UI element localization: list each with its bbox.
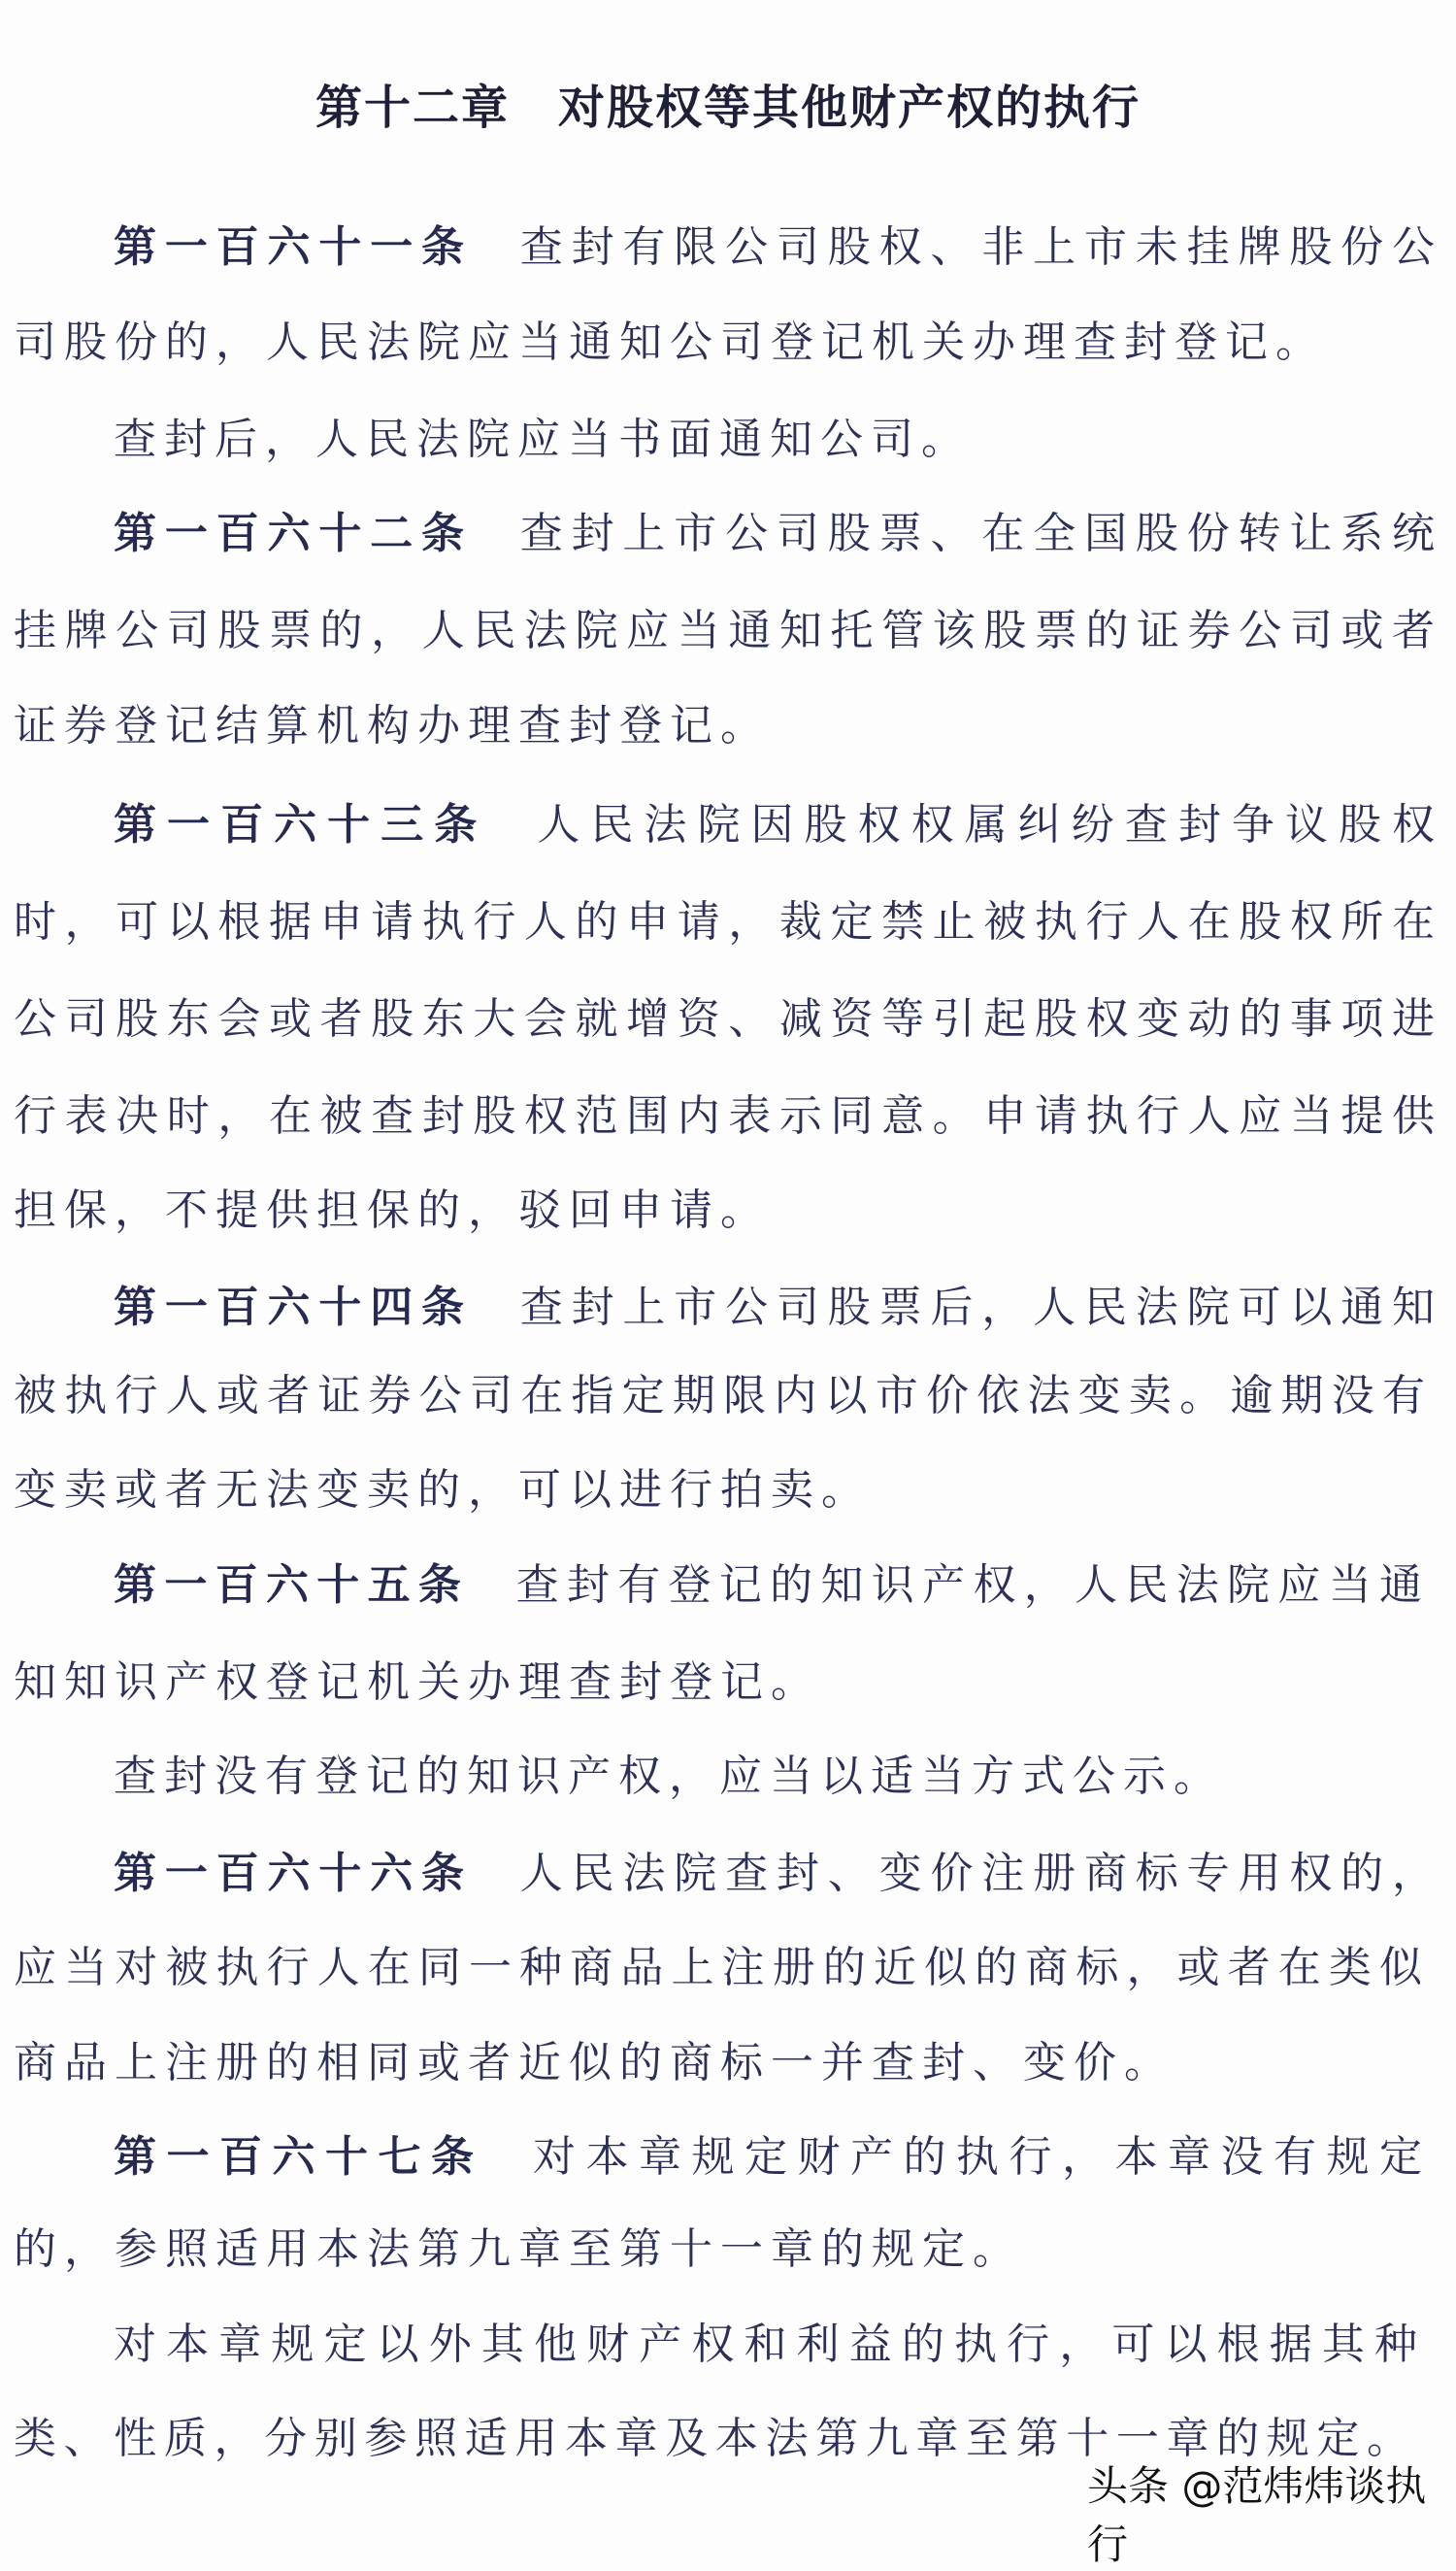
article-163-line [114,796,1435,854]
article-heading: 第一百六十六条 [114,1849,473,1898]
article-165-line [114,1556,1422,1615]
article-heading: 第一百六十五条 [114,1560,470,1610]
article-text: 查封上市公司股票后，人民法院可以通知 [511,1283,1436,1332]
article-161-line: 司股份的，人民法院应当通知公司登记机关办理查封登记。 [14,317,1326,367]
chapter-number: 第十二章 [314,81,510,135]
article-heading: 第一百六十二条 [114,509,473,558]
article-164-line: 变卖或者无法变卖的，可以进行拍卖。 [14,1465,872,1515]
article-161-line [114,218,1435,277]
chapter-name: 对股权等其他财产权的执行 [558,81,1142,135]
article-text: 查封有登记的知识产权，人民法院应当通 [508,1560,1423,1610]
chapter-title [0,70,1456,137]
article-166-line: 应当对被执行人在同一种商品上注册的近似的商标，或者在类似 [14,1943,1422,1992]
article-164-line [114,1279,1435,1337]
article-heading: 第一百六十四条 [114,1283,473,1332]
article-text: 人民法院因股权权属纠纷查封争议股权 [526,800,1436,850]
article-167-line: 的，参照适用本法第九章至第十一章的规定。 [14,2224,1023,2274]
article-166-line: 商品上注册的相同或者近似的商标一并查封、变价。 [14,2038,1175,2087]
article-heading: 第一百六十一条 [114,222,473,272]
article-text: 对本章规定财产的执行，本章没有规定 [522,2132,1422,2182]
article-162-line: 挂牌公司股票的，人民法院应当通知托管该股票的证券公司或者 [14,606,1435,655]
article-text: 人民法院查封、变价注册商标专用权的， [511,1849,1436,1898]
article-text: 查封上市公司股票、在全国股份转让系统 [511,509,1436,558]
article-162-line: 证券登记结算机构办理查封登记。 [14,701,771,751]
article-165-paragraph: 查封没有登记的知识产权，应当以适当方式公示。 [114,1752,1224,1801]
article-163-line: 时，可以根据申请执行人的申请，裁定禁止被执行人在股权所在 [14,897,1435,947]
article-heading: 第一百六十七条 [114,2132,484,2182]
article-heading: 第一百六十三条 [114,800,488,850]
article-167-paragraph: 类、性质，分别参照适用本章及本法第九章至第十一章的规定。 [14,2414,1409,2463]
article-167-paragraph: 对本章规定以外其他财产权和利益的执行，可以根据其种 [114,2320,1417,2369]
article-163-line: 担保，不提供担保的，驳回申请。 [14,1185,771,1235]
article-165-line: 知知识产权登记机关办理查封登记。 [14,1657,821,1707]
article-161-paragraph: 查封后，人民法院应当书面通知公司。 [114,415,972,464]
article-text: 查封有限公司股权、非上市未挂牌股份公 [511,222,1436,272]
article-164-line: 被执行人或者证券公司在指定期限内以市价依法变卖。逾期没有 [14,1371,1425,1420]
article-163-line: 行表决时，在被查封股权范围内表示同意。申请执行人应当提供 [14,1091,1435,1141]
article-162-line [114,505,1435,563]
article-167-line [114,2128,1422,2187]
watermark: 头条 @范炜炜谈执行 [1087,2462,1427,2568]
article-163-line: 公司股东会或者股东大会就增资、减资等引起股权变动的事项进 [14,994,1435,1044]
article-166-line [114,1845,1435,1903]
